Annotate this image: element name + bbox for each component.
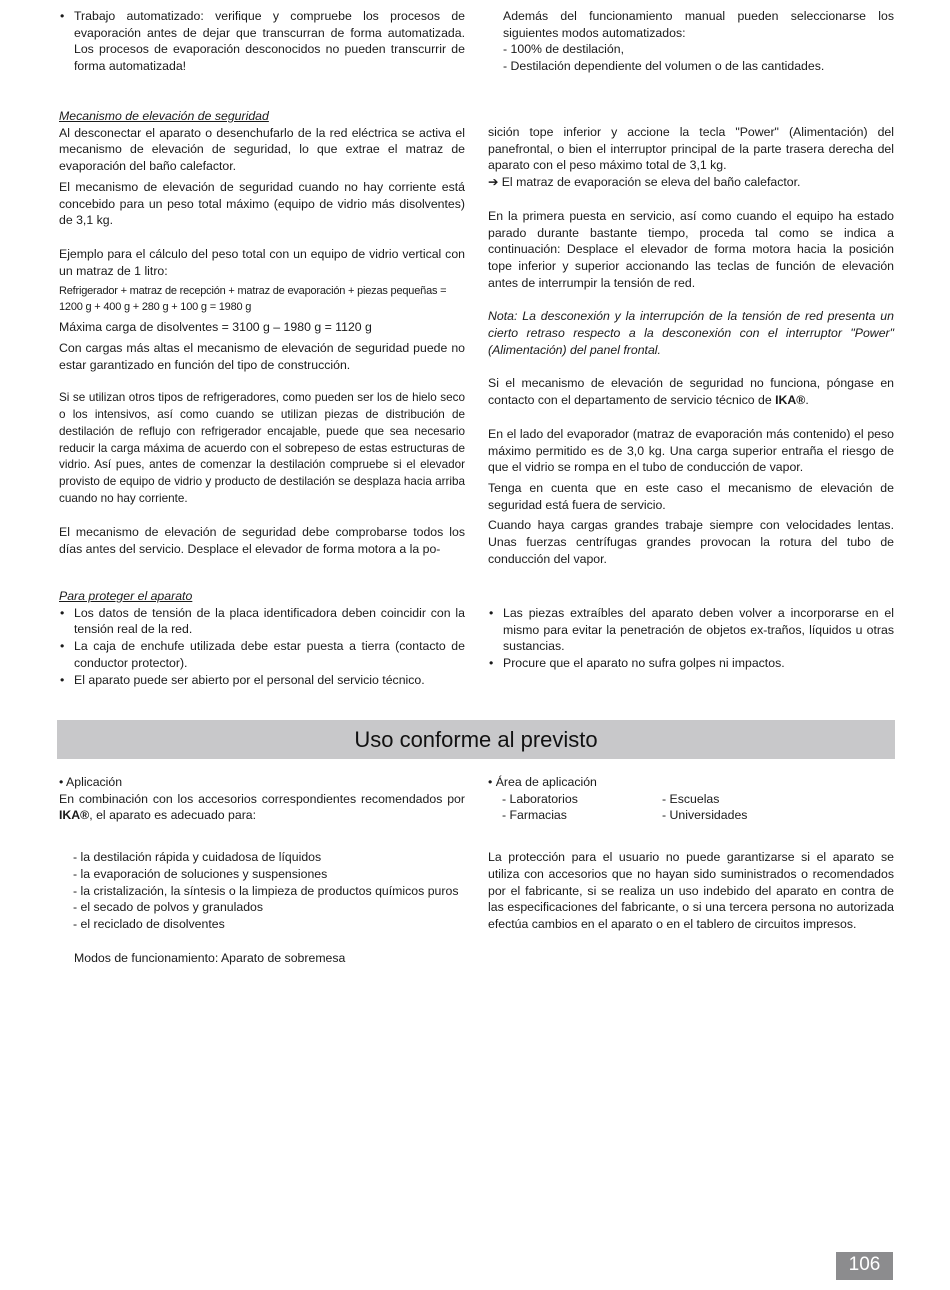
areas-column-2 [662, 791, 747, 824]
automation-bullet-list [59, 8, 465, 75]
application-heading: • Aplicación [59, 775, 123, 789]
top-left-section [59, 8, 465, 75]
use-item: - la evaporación de soluciones y suspensiones [73, 866, 328, 881]
formula-line-2: 1200 g + 400 g + 280 g + 100 g = 1980 g [59, 301, 252, 314]
uses-list [59, 849, 465, 933]
arrow-right-icon: ➔ [488, 175, 499, 190]
areas-column-1 [502, 791, 662, 824]
top-right-section [488, 8, 894, 75]
safety-lift-p3: Ejemplo para el cálculo del peso total con un equipo de vidrio vertical con un matraz de 1 litro: [59, 246, 465, 278]
use-item: - el secado de polvos y granulados [73, 900, 264, 915]
safety-lift-heading: Mecanismo de elevación de seguridad [59, 109, 269, 123]
safety-lift-section [59, 108, 465, 558]
arrow-line [488, 174, 894, 191]
brand-ika: IKA® [59, 808, 90, 823]
protect-right-section [488, 605, 894, 672]
protect-item: • El aparato puede ser abierto por el personal del servicio técnico. [59, 672, 465, 689]
protect-section [59, 588, 465, 688]
mode-item-1: - 100% de destilación, [503, 42, 624, 57]
protect-item: • La caja de enchufe utilizada debe estar puesta a tierra (contacto de conductor protector). [59, 638, 465, 671]
out-of-service-paragraph: Tenga en cuenta que en este caso el mecanismo de elevación de seguridad está fuera de servicio. [488, 480, 894, 512]
use-item: - la cristalización, la síntesis o la limpieza de productos químicos puros [73, 883, 459, 898]
protect-item: • Procure que el aparato no sufra golpes ni impactos. [488, 655, 894, 672]
protect-heading: Para proteger el aparato [59, 589, 193, 603]
max-solvent-load: Máxima carga de disolventes = 3100 g – 1980 g = 1120 g [59, 320, 372, 335]
service-paragraph [488, 375, 894, 408]
formula-line-1: Refrigerador + matraz de recepción + matraz de evaporación + piezas pequeñas = [59, 285, 447, 298]
modes-intro: Además del funcionamiento manual pueden seleccionarse los siguientes modos automatizados: [503, 9, 894, 40]
application-area-section [488, 774, 894, 933]
brand-ika: IKA® [775, 393, 806, 408]
service-period: . [805, 393, 809, 408]
safety-lift-p5: Con cargas más altas el mecanismo de elevación de seguridad puede no estar garantizado en función del tipo de construcción. [59, 341, 465, 372]
application-section [59, 774, 465, 966]
application-intro [59, 791, 465, 824]
area-item: - Farmacias [502, 808, 567, 823]
area-item: - Universidades [662, 808, 748, 823]
note-paragraph: Nota: La desconexión y la interrupción de la tensión de red presenta un cierto retraso respecto a la desconexión con el interruptor "Power" (Alimentación) del panel frontal. [488, 309, 894, 357]
safety-lift-p1: Al desconectar el aparato o desenchufarlo de la red eléctrica se activa el mecanismo de elevación de seguridad, lo que extrae el matraz de evaporación del baño calefactor. [59, 125, 465, 174]
area-item: - Escuelas [662, 791, 720, 806]
automation-bullet: • Trabajo automatizado: verifique y compruebe los procesos de evaporación antes de dejar que transcurran de forma automatizada. Los procesos de evaporación desconocidos no pueden transcurrir de forma automatizada! [59, 8, 465, 75]
safety-lift-p7: El mecanismo de elevación de seguridad debe comprobarse todos los días antes del servicio. Desplace el elevador de forma motora a la po- [59, 525, 465, 557]
application-area-heading: • Área de aplicación [488, 775, 597, 789]
areas-list [488, 791, 894, 824]
evaporator-weight-paragraph: En el lado del evaporador (matraz de evaporación más contenido) el peso máximo permitido es de 3,0 kg. Una carga superior entraña el riesgo de que el vidrio se rompa en el tubo de conducción de vapor. [488, 426, 894, 475]
application-intro-end: , el aparato es adecuado para: [89, 808, 257, 823]
protect-item: • Las piezas extraíbles del aparato deben volver a incorporarse en el mismo para evitar la penetración de objetos ex-traños, líquidos u otras sustancias. [488, 605, 894, 655]
safety-lift-p2: El mecanismo de elevación de seguridad cuando no hay corriente está concebido para un peso total máximo (equipo de vidrio más disolventes) de 3,1 kg. [59, 179, 465, 228]
first-use-paragraph: En la primera puesta en servicio, así como cuando el equipo ha estado parado durante bastante tiempo, proceda tal como se indica a continuación: Desplace el elevador de forma motora hacia la posición tope inferior y superior accionando las teclas de función de elevación antes de interrumpir la tensión de red. [488, 208, 894, 290]
large-loads-paragraph: Cuando haya cargas grandes trabaje siempre con velocidades lentas. Unas fuerzas centrífugas grandes provocan la rotura del tubo de conducción del vapor. [488, 518, 894, 566]
mode-item-2: - Destilación dependiente del volumen o de las cantidades. [503, 59, 825, 74]
use-item: - el reciclado de disolventes [73, 916, 225, 931]
service-text: Si el mecanismo de elevación de seguridad no funciona, póngase en contacto con el departamento de servicio técnico de [488, 376, 894, 408]
protect-list-right [488, 605, 894, 672]
continued-p1: sición tope inferior y accione la tecla "Power" (Alimentación) del panefrontal, o bien el interruptor principal de la parte trasera derecha del aparato con el peso máximo total de 3,1 kg. [488, 125, 894, 173]
user-protection-paragraph: La protección para el usuario no puede garantizarse si el aparato se utiliza con accesorios que no hayan sido suministrados o recomendados por el fabricante, si se realiza un uso indebido del aparato en contra de las especificaciones del fabricante, o si una tercera persona no autorizada efectúa cambios en el aparato o en el tablero de circuitos impresos. [488, 850, 894, 931]
safety-lift-continued [488, 124, 894, 567]
safety-lift-p6: Si se utilizan otros tipos de refrigeradores, como pueden ser los de hielo seco o los intensivos, así como cuando se utilizan piezas de distribución de destilación de reflujo con refrigerador encajable, puede que sea necesario reducir la carga máxima de acuerdo con el sobrepeso de estas estructuras de vidrio. Así pues, antes de comenzar la destilación compruebe si el elevador provisto de equipo de vidrio y producto de destilación se desplaza hacia arriba cuando no hay corriente. [59, 391, 465, 505]
use-item: - la destilación rápida y cuidadosa de líquidos [73, 850, 322, 865]
arrow-line-text: El matraz de evaporación se eleva del baño calefactor. [501, 175, 801, 190]
application-intro-text: En combinación con los accesorios correspondientes recomendados por [59, 791, 465, 806]
area-item: - Laboratorios [502, 791, 578, 806]
protect-list-left [59, 605, 465, 689]
page-number: 106 [836, 1252, 893, 1280]
protect-item: • Los datos de tensión de la placa identificadora deben coincidir con la tensión real de la red. [59, 605, 465, 638]
operating-modes: Modos de funcionamiento: Aparato de sobremesa [74, 950, 346, 965]
section-banner: Uso conforme al previsto [57, 720, 895, 759]
